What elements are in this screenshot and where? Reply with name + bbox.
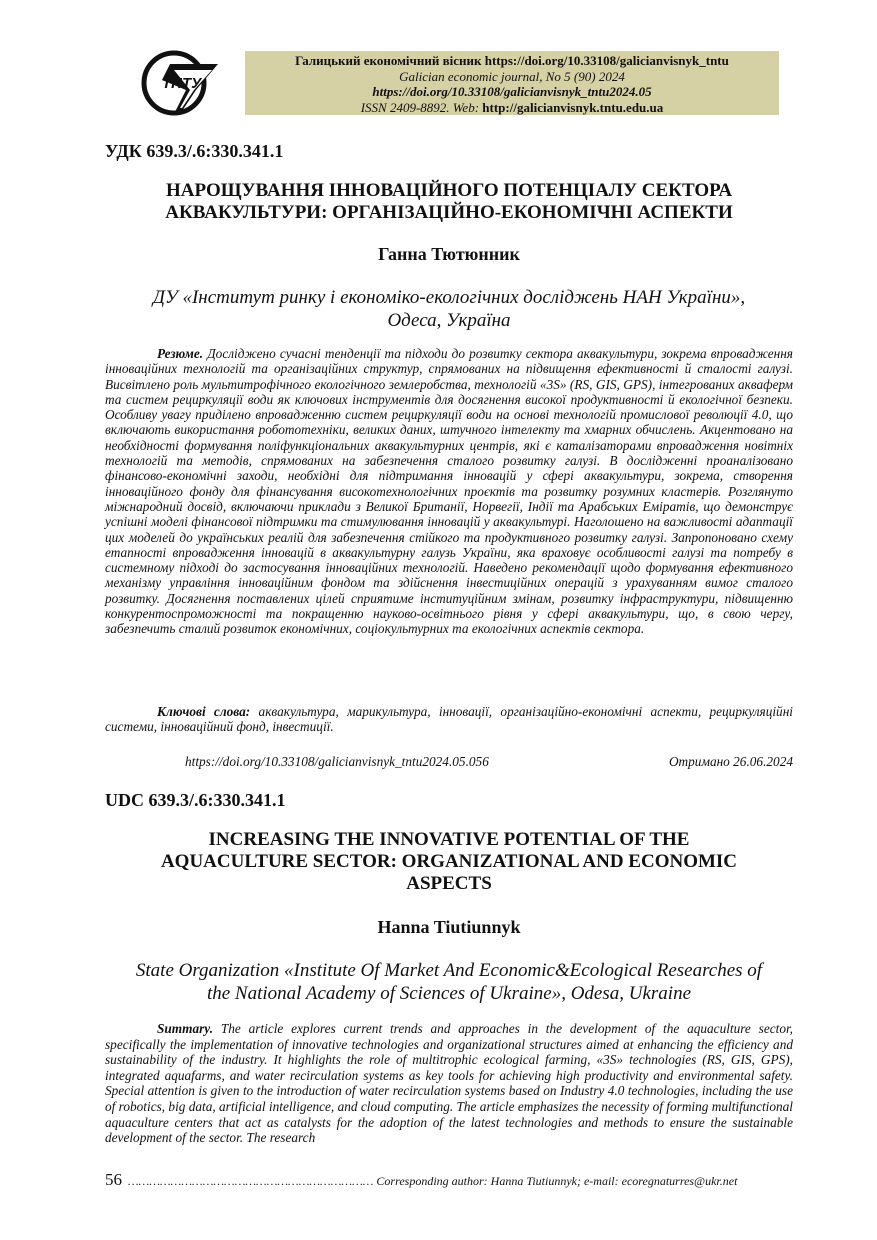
- article-doi-link[interactable]: https://doi.org/10.33108/galicianvisnyk_tntu2024.05.056: [185, 754, 489, 769]
- affiliation-en-line1: State Organization «Institute Of Market And Economic&Ecological Researches of: [135, 960, 763, 981]
- journal-doi-line: https://doi.org/10.33108/galicianvisnyk_tntu2024.05: [372, 84, 652, 99]
- corresponding-author: Corresponding author: Hanna Tiutiunnyk; e-mail: ecoregnaturres@ukr.net: [373, 1174, 738, 1188]
- title-en-line2: AQUACULTURE SECTOR: ORGANIZATIONAL AND ECONOMIC: [160, 851, 738, 872]
- received-date: Отримано 26.06.2024: [668, 754, 793, 769]
- journal-header: [245, 51, 779, 115]
- affiliation-ua-line1: ДУ «Інститут ринку і економіко-екологічних досліджень НАН України»,: [152, 287, 746, 308]
- logo-text: ТНТУ: [162, 75, 202, 92]
- affiliation-ua: [105, 286, 793, 332]
- abstract-ua: [105, 346, 793, 637]
- abstract-text: Досліджено сучасні тенденції та підходи до розвитку сектора аквакультури, зокрема впровадження інноваційних технологій та організаційних структур, спрямованих на підвищення ефективності й сталості галузі. Висвітлено роль мультитрофічного екологічного землеробства, технологій «3S» (RS, GIS, GPS), інтегрованих акваферм та систем рециркуляції води як ключових інструментів для досягнення високої продуктивності й екологічної безпеки. Особливу увагу приділено впровадженню систем рециркуляції води на основі технологій промислової революції 4.0, що включають використання робототехніки, великих даних, штучного інтелекту та хмарних обчислень. Акцентовано на необхідності формування поліфункціональних аквакультурних центрів, які є каталізаторами впровадження новітніх технологій та методів, спрямованих на забезпечення сталого розвитку галузі. В дослідженні проаналізовано фінансово-економічні заходи, необхідні для підтримання інновацій у сфері аквакультури, зокрема, створення інноваційного фонду для фінансування високотехнологічних проєктів та розвитку розумних кластерів. Розглянуто міжнародний досвід, включаючи приклади з Великої Британії, Норвегії, Індії та Арабських Еміратів, що демонструє успішні моделі фінансової підтримки та стимулювання інновацій у аквакультурі. Наголошено на важливості адаптації цих моделей до українських реалій для забезпечення стійкого та продуктивного розвитку галузі. Запропоновано схему етапності впровадження інновацій в аквакультурну галузь України, яка враховує особливості галузі та потребу в системному підході до застосування інноваційних технологій. Наведено рекомендації щодо формування ефективного механізму управління інноваційним фондом та здійснення інвестиційних операцій з урахуванням вимог сталого розвитку. Досягнення поставлених цілей сприятиме інституційним змінам, розвитку інфраструктури, підвищенню конкурентоспроможності та покращенню науково-освітнього рівня у сфері аквакультури, що, в свою чергу, забезпечить сталий розвиток економічних, соціокультурних та екологічних аспектів сектора.: [105, 346, 793, 637]
- affiliation-ua-line2: Одеса, Україна: [387, 310, 511, 331]
- doi-received-line: [185, 754, 793, 770]
- summary-label: Summary.: [157, 1021, 214, 1036]
- article-title-ua: [105, 180, 793, 224]
- journal-en-line: Galician economic journal, No 5 (90) 2024: [399, 68, 625, 84]
- udc-code: UDC 639.3/.6:330.341.1: [105, 790, 286, 810]
- affiliation-en-line2: the National Academy of Sciences of Ukraine», Odesa, Ukraine: [206, 983, 692, 1004]
- summary-en: [105, 1021, 793, 1146]
- keywords-text: аквакультура, марикультура, інновації, організаційно-економічні аспекти, рециркуляційні системи, інноваційний фонд, інвестиції.: [105, 704, 793, 735]
- udk-code: УДК 639.3/.6:330.341.1: [105, 141, 284, 161]
- tntu-logo: [140, 50, 220, 116]
- affiliation-en: [105, 959, 793, 1005]
- title-ua-line1: НАРОЩУВАННЯ ІННОВАЦІЙНОГО ПОТЕНЦІАЛУ СЕКТОРА: [165, 180, 733, 201]
- footer-dots: ……………………………………………………………: [128, 1174, 374, 1188]
- author-en: Hanna Tiutiunnyk: [377, 917, 521, 937]
- journal-web-link[interactable]: http://galicianvisnyk.tntu.edu.ua: [482, 99, 664, 115]
- title-en-line1: INCREASING THE INNOVATIVE POTENTIAL OF THE: [208, 829, 690, 850]
- journal-title-line: Галицький економічний вісник https://doi.org/10.33108/galicianvisnyk_tntu: [295, 53, 729, 68]
- abstract-label: Резюме.: [157, 346, 204, 361]
- journal-issn-line: ISSN 2409-8892. Web: http://galicianvisnyk.tntu.edu.ua: [360, 99, 664, 115]
- author-ua: Ганна Тютюнник: [378, 244, 520, 264]
- article-title-en: [105, 829, 793, 895]
- page-footer: [105, 1170, 793, 1190]
- keywords-label: Ключові слова:: [157, 704, 251, 719]
- page-number: 56: [105, 1170, 122, 1189]
- title-ua-line2: АКВАКУЛЬТУРИ: ОРГАНІЗАЦІЙНО-ЕКОНОМІЧНІ АСПЕКТИ: [165, 202, 733, 223]
- summary-text: The article explores current trends and approaches in the development of the aquaculture sector, specifically the implementation of innovative technologies and organizational structures aimed at enhancing the efficiency and sustainability of the industry. It highlights the role of multitrophic ecological farming, «3S» technologies (RS, GIS, GPS), integrated aquafarms, and water recirculation systems as key tools for achieving high productivity and environmental safety. Special attention is given to the introduction of water recirculation systems based on Industry 4.0 technologies, including the use of robotics, big data, artificial intelligence, and cloud computing. The article emphasizes the necessity of forming multifunctional aquaculture centers that act as catalysts for the adoption of the latest technologies and methods to ensure the sustainable development of the sector. The research: [105, 1021, 793, 1146]
- keywords-ua: [105, 704, 793, 735]
- title-en-line3: ASPECTS: [406, 873, 492, 894]
